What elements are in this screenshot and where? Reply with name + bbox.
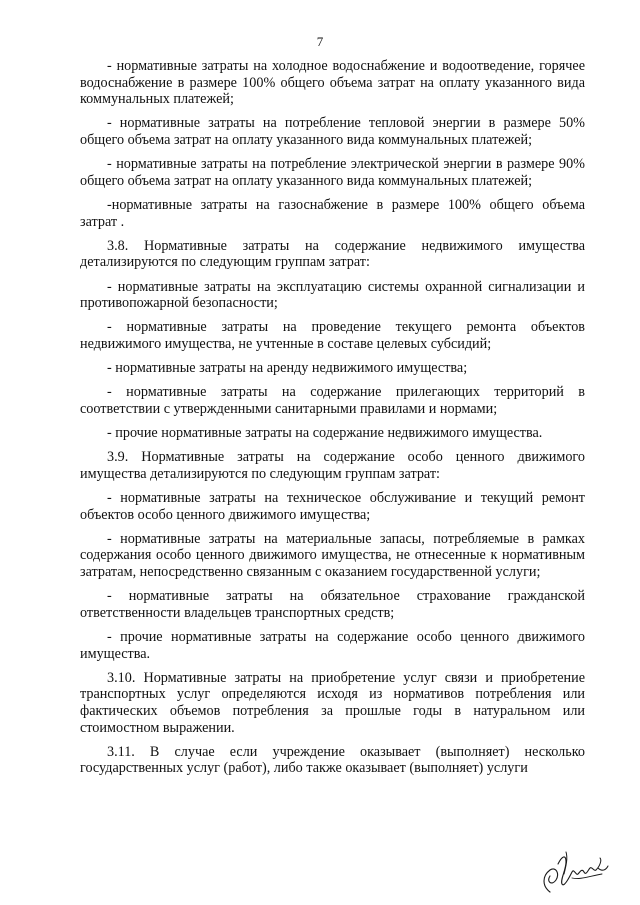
handwritten-signature <box>536 846 616 898</box>
document-body <box>80 58 585 784</box>
section-3-11-paragraph: 3.11. В случае если учреждение оказывает (выполняет) несколько государственных услуг (работ), либо также оказывает (выполняет) услуги <box>80 743 585 777</box>
paragraph: - нормативные затраты на техническое обслуживание и текущий ремонт объектов особо ценного движимого имущества; <box>80 490 585 523</box>
paragraph: - нормативные затраты на потребление тепловой энергии в размере 50% общего объема затрат на оплату указанного вида коммунальных платежей; <box>80 115 585 148</box>
paragraph: -нормативные затраты на газоснабжение в размере 100% общего объема затрат . <box>80 196 585 230</box>
paragraph: - нормативные затраты на обязательное страхование гражданской ответственности владельцев транспортных средств; <box>80 588 585 621</box>
page-number: 7 <box>316 34 324 49</box>
section-3-8-paragraph: 3.8. Нормативные затраты на содержание недвижимого имущества детализируются по следующим группам затрат: <box>80 237 585 271</box>
section-3-10-paragraph: 3.10. Нормативные затраты на приобретение услуг связи и приобретение транспортных услуг определяются исходя из нормативов потребления или фактических объемов потребления за прошлые годы в натуральном или стоимостном выражении. <box>80 669 585 736</box>
paragraph: - нормативные затраты на аренду недвижимого имущества; <box>107 360 468 377</box>
paragraph: - нормативные затраты на потребление электрической энергии в размере 90% общего объема затрат на оплату указанного вида коммунальных платежей; <box>80 156 585 189</box>
paragraph: - прочие нормативные затраты на содержание особо ценного движимого имущества. <box>80 628 585 662</box>
paragraph: - нормативные затраты на эксплуатацию системы охранной сигнализации и противопожарной безопасности; <box>80 278 585 312</box>
paragraph: - прочие нормативные затраты на содержание недвижимого имущества. <box>107 425 543 442</box>
paragraph: - нормативные затраты на материальные запасы, потребляемые в рамках содержания особо ценного движимого имущества, не отнесенные к нормативным затратам, непосредственно связанным с оказанием государственной услуги; <box>80 530 585 580</box>
section-3-9-paragraph: 3.9. Нормативные затраты на содержание особо ценного движимого имущества детализируются по следующим группам затрат: <box>80 449 585 482</box>
paragraph: - нормативные затраты на холодное водоснабжение и водоотведение, горячее водоснабжение в размере 100% общего объема затрат на оплату указанного вида коммунальных платежей; <box>80 58 585 108</box>
paragraph: - нормативные затраты на проведение текущего ремонта объектов недвижимого имущества, не учтенные в составе целевых субсидий; <box>80 319 585 352</box>
paragraph: - нормативные затраты на содержание прилегающих территорий в соответствии с утвержденными санитарными правилами и нормами; <box>80 384 585 417</box>
